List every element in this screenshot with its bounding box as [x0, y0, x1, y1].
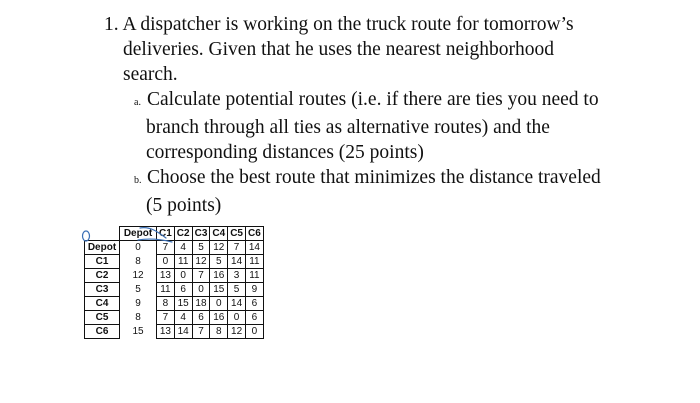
- table-cell: 5: [228, 283, 246, 297]
- table-cell: 4: [174, 311, 192, 325]
- table-row: [85, 297, 264, 311]
- table-cell: 0: [228, 311, 246, 325]
- table-cell: 8: [135, 312, 141, 323]
- table-cell: 5: [192, 241, 210, 255]
- table-cell: 4: [174, 241, 192, 255]
- question-line-2: deliveries. Given that he uses the nearest neighborhood: [123, 39, 555, 60]
- table-cell: 11: [157, 283, 175, 297]
- table-cell: 15: [174, 297, 192, 311]
- row-label: C6: [85, 325, 120, 339]
- part-b-line-2: (5 points): [146, 195, 222, 216]
- part-b-marker: b.: [134, 175, 142, 186]
- col-header-c6: C6: [245, 227, 263, 241]
- table-cell: 0: [174, 269, 192, 283]
- table-cell: 7: [157, 241, 175, 255]
- question-number: 1.: [104, 14, 119, 35]
- table-corner: [85, 227, 120, 241]
- table-row: [85, 311, 264, 325]
- part-a-line-3: corresponding distances (25 points): [146, 142, 424, 163]
- table-row: [85, 255, 264, 269]
- table-cell: 5: [135, 284, 141, 295]
- part-a-marker: a.: [134, 97, 141, 108]
- table-cell: 0: [210, 297, 228, 311]
- table-cell: 11: [245, 269, 263, 283]
- table-cell: 14: [228, 255, 246, 269]
- table-cell: 0: [192, 283, 210, 297]
- table-cell: 5: [210, 255, 228, 269]
- table-cell: 6: [174, 283, 192, 297]
- col-header-c5: C5: [228, 227, 246, 241]
- question-block: [104, 12, 684, 218]
- table-cell: 0: [157, 255, 175, 269]
- table-row: [85, 283, 264, 297]
- table-cell: 12: [192, 255, 210, 269]
- table-cell: 8: [135, 256, 141, 267]
- row-label: C2: [85, 269, 120, 283]
- col-header-c3: C3: [192, 227, 210, 241]
- table-row: [85, 269, 264, 283]
- table-cell: 0: [245, 325, 263, 339]
- table-cell: 15: [210, 283, 228, 297]
- table-cell: 11: [245, 255, 263, 269]
- table-cell: 14: [174, 325, 192, 339]
- col-header-c1: C1: [157, 227, 175, 241]
- table-cell: 13: [157, 269, 175, 283]
- table-cell: 7: [157, 311, 175, 325]
- table-cell: 12: [228, 325, 246, 339]
- table-cell: 7: [192, 269, 210, 283]
- table-cell: 12: [132, 270, 144, 281]
- table-row: [85, 241, 264, 255]
- part-a-line-1: a. Calculate potential routes (i.e. if there are ties you need to: [104, 87, 684, 115]
- table-cell: 13: [157, 325, 175, 339]
- table-body: [85, 241, 264, 339]
- table-cell: 9: [135, 298, 141, 309]
- table-cell: 0: [135, 242, 141, 254]
- distance-table: [84, 226, 264, 339]
- question-line-3: search.: [123, 64, 178, 85]
- col-header-c2: C2: [174, 227, 192, 241]
- row-label: C3: [85, 283, 120, 297]
- table-cell: 8: [157, 297, 175, 311]
- table-row: [85, 325, 264, 339]
- col-header-c4: C4: [210, 227, 228, 241]
- table-cell: 15: [132, 326, 144, 337]
- table-cell: 16: [210, 269, 228, 283]
- table-cell: 8: [210, 325, 228, 339]
- table-cell: 3: [228, 269, 246, 283]
- row-label: Depot: [85, 241, 120, 255]
- question-line-1: 1. A dispatcher is working on the truck route for tomorrow’s: [104, 14, 574, 35]
- table-cell: 18: [192, 297, 210, 311]
- table-cell: 7: [228, 241, 246, 255]
- table-cell: 6: [192, 311, 210, 325]
- distance-table-wrap: [84, 226, 264, 339]
- col-header-depot: Depot: [120, 227, 157, 241]
- table-header-row: [85, 227, 264, 241]
- table-cell: 16: [210, 311, 228, 325]
- table-cell: 11: [174, 255, 192, 269]
- table-cell: 12: [210, 241, 228, 255]
- part-a-line-2: branch through all ties as alternative routes) and the: [146, 117, 550, 138]
- table-cell: 6: [245, 297, 263, 311]
- table-cell: 6: [245, 311, 263, 325]
- row-label: C1: [85, 255, 120, 269]
- table-cell: 14: [245, 241, 263, 255]
- table-cell: 7: [192, 325, 210, 339]
- row-label: C4: [85, 297, 120, 311]
- table-cell: 9: [245, 283, 263, 297]
- table-cell: 14: [228, 297, 246, 311]
- row-label: C5: [85, 311, 120, 325]
- part-b-line-1: b. Choose the best route that minimizes the distance traveled: [104, 165, 684, 193]
